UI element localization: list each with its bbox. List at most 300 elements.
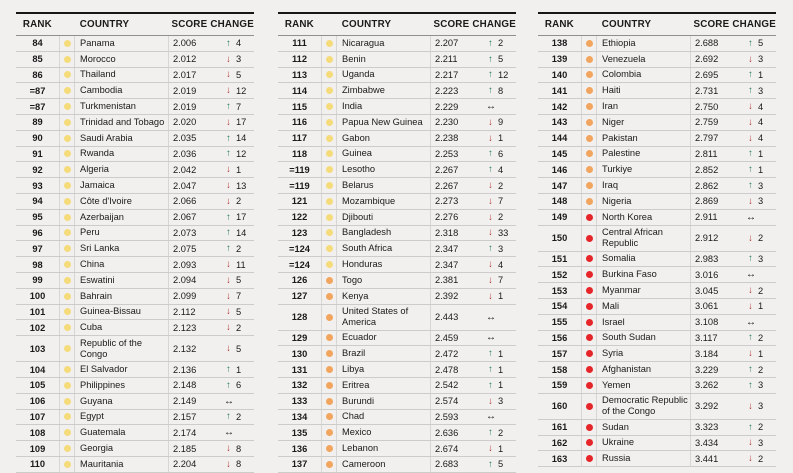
dot-cell bbox=[59, 178, 75, 193]
peace-level-dot-icon bbox=[586, 103, 593, 110]
peace-level-dot-icon bbox=[326, 382, 333, 389]
score-cell: 3.184 bbox=[690, 346, 733, 361]
change-delta: 3 bbox=[758, 54, 764, 65]
table-row bbox=[278, 68, 516, 84]
dot-cell bbox=[59, 194, 75, 209]
dot-cell bbox=[321, 346, 337, 361]
table-row bbox=[538, 36, 776, 52]
up-arrow-icon: ↑ bbox=[488, 458, 493, 470]
country-cell: Cuba bbox=[80, 322, 103, 333]
country-cell: South Africa bbox=[342, 243, 393, 254]
score-cell: 3.262 bbox=[690, 378, 733, 393]
dot-cell bbox=[581, 68, 597, 83]
peace-level-dot-icon bbox=[64, 382, 71, 389]
table-row bbox=[278, 346, 516, 362]
change-cell bbox=[211, 117, 254, 128]
change-cell bbox=[211, 427, 254, 438]
change-cell bbox=[211, 69, 254, 80]
score-cell: 2.019 bbox=[168, 83, 211, 98]
table-row bbox=[16, 273, 254, 289]
down-arrow-icon: ↓ bbox=[488, 290, 493, 302]
dot-cell bbox=[59, 378, 75, 393]
score-cell: 2.123 bbox=[168, 320, 211, 335]
change-delta: 9 bbox=[498, 117, 504, 128]
score-cell: 2.067 bbox=[168, 210, 211, 225]
country-cell: Togo bbox=[342, 274, 363, 285]
table-row bbox=[538, 131, 776, 147]
rank-cell: 110 bbox=[30, 459, 45, 470]
down-arrow-icon: ↓ bbox=[226, 458, 231, 470]
peace-level-dot-icon bbox=[64, 198, 71, 205]
peace-level-dot-icon bbox=[64, 245, 71, 252]
score-cell: 2.472 bbox=[430, 346, 473, 361]
change-delta: 2 bbox=[758, 453, 764, 464]
rank-cell: 99 bbox=[32, 275, 43, 286]
country-cell: Belarus bbox=[342, 180, 374, 191]
dot-cell bbox=[59, 162, 75, 177]
peace-level-dot-icon bbox=[64, 119, 71, 126]
up-arrow-icon: ↑ bbox=[226, 364, 231, 376]
dot-cell bbox=[321, 68, 337, 83]
rank-cell: 133 bbox=[291, 396, 308, 407]
change-cell bbox=[733, 164, 776, 175]
change-cell bbox=[211, 38, 254, 49]
table-row bbox=[538, 420, 776, 436]
rank-cell: 134 bbox=[291, 411, 308, 422]
change-delta: 3 bbox=[236, 54, 242, 65]
change-delta: 5 bbox=[236, 343, 242, 354]
country-cell: Venezuela bbox=[602, 53, 646, 64]
country-cell: Panama bbox=[80, 37, 115, 48]
peace-level-dot-icon bbox=[586, 403, 593, 410]
down-arrow-icon: ↓ bbox=[226, 53, 231, 65]
table-row bbox=[538, 162, 776, 178]
peace-level-dot-icon bbox=[64, 150, 71, 157]
peace-level-dot-icon bbox=[586, 350, 593, 357]
change-delta: 17 bbox=[236, 117, 247, 128]
table-header bbox=[278, 14, 516, 36]
rank-header: RANK bbox=[544, 19, 574, 30]
country-cell: Egypt bbox=[80, 411, 104, 422]
dot-cell bbox=[59, 99, 75, 114]
score-cell: 2.852 bbox=[690, 162, 733, 177]
rank-cell: 86 bbox=[32, 69, 43, 80]
score-header: SCORE bbox=[693, 19, 730, 30]
rank-cell: 154 bbox=[551, 301, 568, 312]
change-cell bbox=[473, 180, 516, 191]
down-arrow-icon: ↓ bbox=[488, 180, 493, 192]
dot-cell bbox=[321, 378, 337, 393]
dot-cell bbox=[59, 457, 75, 472]
dot-cell bbox=[581, 394, 597, 419]
peace-level-dot-icon bbox=[326, 229, 333, 236]
up-arrow-icon: ↑ bbox=[488, 53, 493, 65]
table-row bbox=[278, 457, 516, 473]
peace-level-dot-icon bbox=[326, 398, 333, 405]
peace-level-dot-icon bbox=[64, 40, 71, 47]
rank-cell: 93 bbox=[32, 180, 43, 191]
rank-cell: 90 bbox=[32, 133, 43, 144]
score-cell: 2.253 bbox=[430, 147, 473, 162]
score-cell: 2.542 bbox=[430, 378, 473, 393]
peace-level-dot-icon bbox=[64, 229, 71, 236]
country-cell: Somalia bbox=[602, 253, 636, 264]
change-delta: 1 bbox=[236, 364, 242, 375]
rank-cell: 105 bbox=[29, 380, 46, 391]
score-cell: 2.731 bbox=[690, 83, 733, 98]
change-cell bbox=[211, 411, 254, 422]
dot-cell bbox=[321, 162, 337, 177]
country-cell: Colombia bbox=[602, 69, 642, 80]
rank-cell: 136 bbox=[291, 443, 308, 454]
country-cell: Iraq bbox=[602, 180, 619, 191]
change-cell bbox=[211, 164, 254, 175]
rank-cell: 103 bbox=[29, 343, 46, 354]
change-cell bbox=[733, 437, 776, 448]
country-cell: Bahrain bbox=[80, 290, 113, 301]
rank-cell: 113 bbox=[292, 69, 307, 80]
change-cell bbox=[473, 133, 516, 144]
country-cell: Nicaragua bbox=[342, 37, 385, 48]
change-cell bbox=[473, 164, 516, 175]
peace-level-dot-icon bbox=[64, 345, 71, 352]
table-body bbox=[278, 36, 516, 473]
dot-cell bbox=[581, 99, 597, 114]
dot-cell bbox=[581, 451, 597, 466]
up-arrow-icon: ↑ bbox=[488, 69, 493, 81]
change-cell bbox=[733, 180, 776, 191]
score-cell: 2.811 bbox=[690, 147, 733, 162]
table-row bbox=[538, 178, 776, 194]
country-cell: Ethiopia bbox=[602, 37, 636, 48]
change-cell bbox=[733, 54, 776, 65]
dot-cell bbox=[59, 36, 75, 51]
table-row bbox=[16, 99, 254, 115]
dot-cell bbox=[59, 226, 75, 241]
country-cell: Iran bbox=[602, 101, 619, 112]
change-header: CHANGE bbox=[472, 19, 516, 30]
score-cell: 2.136 bbox=[168, 362, 211, 377]
change-delta: 2 bbox=[758, 332, 764, 343]
country-cell: Kenya bbox=[342, 290, 369, 301]
peace-level-dot-icon bbox=[586, 235, 593, 242]
score-cell: 3.323 bbox=[690, 420, 733, 435]
score-cell: 2.674 bbox=[430, 441, 473, 456]
up-arrow-icon: ↑ bbox=[488, 148, 493, 160]
change-cell bbox=[211, 85, 254, 96]
table-row bbox=[278, 147, 516, 163]
country-cell: Benin bbox=[342, 53, 366, 64]
change-delta: 14 bbox=[236, 227, 247, 238]
country-cell: Lebanon bbox=[342, 443, 379, 454]
table-row bbox=[16, 226, 254, 242]
change-delta: 12 bbox=[498, 69, 509, 80]
country-cell: United States of America bbox=[342, 306, 409, 328]
change-delta: 1 bbox=[758, 348, 764, 359]
peace-level-dot-icon bbox=[64, 103, 71, 110]
table-row bbox=[538, 283, 776, 299]
rank-cell: 153 bbox=[551, 285, 568, 296]
dot-cell bbox=[581, 52, 597, 67]
up-arrow-icon: ↑ bbox=[748, 421, 753, 433]
table-row bbox=[278, 83, 516, 99]
down-arrow-icon: ↓ bbox=[488, 274, 493, 286]
dot-cell bbox=[321, 257, 337, 272]
rank-cell: 151 bbox=[551, 253, 568, 264]
change-cell bbox=[733, 332, 776, 343]
peace-level-dot-icon bbox=[64, 214, 71, 221]
change-cell bbox=[733, 233, 776, 244]
change-cell bbox=[473, 275, 516, 286]
rank-cell: 127 bbox=[291, 291, 308, 302]
change-cell bbox=[473, 380, 516, 391]
country-cell: Guatemala bbox=[80, 427, 126, 438]
rank-cell: 97 bbox=[32, 243, 43, 254]
score-cell: 3.108 bbox=[690, 315, 733, 330]
change-cell bbox=[211, 291, 254, 302]
dot-cell bbox=[581, 267, 597, 282]
country-cell: Cameroon bbox=[342, 458, 386, 469]
peace-level-dot-icon bbox=[586, 135, 593, 142]
up-arrow-icon: ↑ bbox=[488, 243, 493, 255]
rank-cell: 148 bbox=[551, 196, 568, 207]
peace-level-dot-icon bbox=[64, 261, 71, 268]
rank-cell: 157 bbox=[551, 348, 568, 359]
peace-level-dot-icon bbox=[586, 382, 593, 389]
down-arrow-icon: ↓ bbox=[488, 195, 493, 207]
rank-cell: 102 bbox=[29, 322, 46, 333]
country-cell: Guyana bbox=[80, 395, 113, 406]
change-delta: 1 bbox=[498, 380, 504, 391]
dot-cell bbox=[321, 425, 337, 440]
peace-level-dot-icon bbox=[586, 455, 593, 462]
dot-cell bbox=[581, 299, 597, 314]
country-cell: North Korea bbox=[602, 211, 653, 222]
country-cell: Djibouti bbox=[342, 211, 374, 222]
change-delta: 1 bbox=[758, 69, 764, 80]
change-delta: 8 bbox=[236, 459, 242, 470]
dot-cell bbox=[59, 131, 75, 146]
table-row bbox=[278, 241, 516, 257]
change-delta: 2 bbox=[236, 411, 242, 422]
change-cell bbox=[211, 343, 254, 354]
up-arrow-icon: ↑ bbox=[488, 364, 493, 376]
country-cell: Ukraine bbox=[602, 437, 635, 448]
table-row bbox=[16, 115, 254, 131]
change-cell bbox=[211, 101, 254, 112]
change-delta: 2 bbox=[498, 212, 504, 223]
up-arrow-icon: ↑ bbox=[488, 427, 493, 439]
change-delta: 5 bbox=[236, 69, 242, 80]
table-row bbox=[278, 226, 516, 242]
change-cell bbox=[733, 401, 776, 412]
table-row bbox=[538, 436, 776, 452]
change-delta: 8 bbox=[498, 85, 504, 96]
change-delta: 11 bbox=[236, 259, 246, 270]
dot-cell bbox=[581, 178, 597, 193]
up-arrow-icon: ↑ bbox=[748, 164, 753, 176]
change-delta: 2 bbox=[236, 243, 242, 254]
peace-level-dot-icon bbox=[64, 445, 71, 452]
dot-cell bbox=[321, 226, 337, 241]
country-cell: Turkiye bbox=[602, 164, 633, 175]
country-cell: Uganda bbox=[342, 69, 375, 80]
dot-cell bbox=[581, 378, 597, 393]
change-cell bbox=[473, 243, 516, 254]
country-cell: Sudan bbox=[602, 421, 629, 432]
change-cell bbox=[473, 364, 516, 375]
country-header: COUNTRY bbox=[341, 19, 392, 30]
country-cell: Brazil bbox=[342, 348, 366, 359]
change-delta: 1 bbox=[498, 443, 504, 454]
score-cell: 2.759 bbox=[690, 115, 733, 130]
change-cell bbox=[473, 427, 516, 438]
change-cell bbox=[733, 269, 776, 280]
down-arrow-icon: ↓ bbox=[488, 211, 493, 223]
country-cell: Saudi Arabia bbox=[80, 132, 133, 143]
steady-arrow-icon: ↔ bbox=[486, 411, 495, 423]
rank-cell: =119 bbox=[289, 180, 310, 191]
dot-cell bbox=[581, 420, 597, 435]
peace-level-dot-icon bbox=[586, 334, 593, 341]
table-row bbox=[16, 410, 254, 426]
change-delta: 3 bbox=[498, 396, 504, 407]
up-arrow-icon: ↑ bbox=[226, 411, 231, 423]
table-row bbox=[16, 457, 254, 473]
peace-level-dot-icon bbox=[326, 314, 333, 321]
table-row bbox=[16, 52, 254, 68]
country-cell: Algeria bbox=[80, 164, 109, 175]
change-delta: 5 bbox=[498, 459, 504, 470]
table-row bbox=[538, 194, 776, 210]
rank-cell: =87 bbox=[29, 85, 46, 96]
rank-cell: 91 bbox=[32, 148, 43, 159]
dot-cell bbox=[321, 273, 337, 288]
table-row bbox=[278, 210, 516, 226]
peace-level-dot-icon bbox=[586, 366, 593, 373]
table-row bbox=[16, 194, 254, 210]
change-delta: 2 bbox=[498, 38, 504, 49]
peace-level-dot-icon bbox=[326, 103, 333, 110]
up-arrow-icon: ↑ bbox=[226, 379, 231, 391]
table-row bbox=[538, 210, 776, 226]
change-delta: 17 bbox=[236, 212, 247, 223]
up-arrow-icon: ↑ bbox=[748, 364, 753, 376]
peace-level-dot-icon bbox=[64, 429, 71, 436]
up-arrow-icon: ↑ bbox=[488, 37, 493, 49]
up-arrow-icon: ↑ bbox=[488, 379, 493, 391]
score-cell: 3.117 bbox=[690, 331, 733, 346]
change-cell bbox=[733, 317, 776, 328]
change-delta: 1 bbox=[758, 164, 764, 175]
score-cell: 2.204 bbox=[168, 457, 211, 472]
table-row bbox=[16, 441, 254, 457]
dot-cell bbox=[581, 331, 597, 346]
score-cell: 3.434 bbox=[690, 436, 733, 451]
score-cell: 2.019 bbox=[168, 99, 211, 114]
rank-cell: 106 bbox=[29, 396, 46, 407]
peace-level-dot-icon bbox=[586, 56, 593, 63]
dot-cell bbox=[581, 252, 597, 267]
change-delta: 3 bbox=[758, 180, 764, 191]
up-arrow-icon: ↑ bbox=[748, 85, 753, 97]
peace-level-dot-icon bbox=[326, 366, 333, 373]
dot-cell bbox=[59, 241, 75, 256]
dot-cell bbox=[59, 441, 75, 456]
down-arrow-icon: ↓ bbox=[748, 195, 753, 207]
ranking-table-1 bbox=[16, 12, 254, 473]
score-cell: 2.073 bbox=[168, 226, 211, 241]
change-cell bbox=[211, 243, 254, 254]
country-cell: Azerbaijan bbox=[80, 211, 124, 222]
down-arrow-icon: ↓ bbox=[226, 69, 231, 81]
peace-level-dot-icon bbox=[586, 439, 593, 446]
country-cell: Papua New Guinea bbox=[342, 116, 423, 127]
dot-cell bbox=[321, 362, 337, 377]
score-cell: 2.318 bbox=[430, 226, 473, 241]
change-delta: 2 bbox=[236, 196, 242, 207]
change-delta: 14 bbox=[236, 133, 247, 144]
score-header: SCORE bbox=[433, 19, 470, 30]
country-cell: Israel bbox=[602, 316, 625, 327]
change-delta: 1 bbox=[236, 164, 242, 175]
peace-level-dot-icon bbox=[586, 319, 593, 326]
rank-cell: 162 bbox=[551, 437, 568, 448]
score-cell: 2.075 bbox=[168, 241, 211, 256]
change-cell bbox=[211, 364, 254, 375]
dot-cell bbox=[59, 320, 75, 335]
rank-cell: 159 bbox=[551, 380, 568, 391]
country-cell: Democratic Republic of the Congo bbox=[602, 395, 688, 417]
down-arrow-icon: ↓ bbox=[748, 101, 753, 113]
change-cell bbox=[733, 285, 776, 296]
dot-cell bbox=[59, 52, 75, 67]
steady-arrow-icon: ↔ bbox=[224, 427, 233, 439]
table-row bbox=[538, 83, 776, 99]
up-arrow-icon: ↑ bbox=[748, 332, 753, 344]
rank-cell: 163 bbox=[551, 453, 568, 464]
rank-cell: 118 bbox=[292, 148, 307, 159]
rank-cell: 92 bbox=[32, 164, 43, 175]
up-arrow-icon: ↑ bbox=[748, 180, 753, 192]
peace-level-dot-icon bbox=[64, 135, 71, 142]
change-delta: 3 bbox=[758, 437, 764, 448]
peace-level-dot-icon bbox=[326, 166, 333, 173]
score-cell: 2.459 bbox=[430, 331, 473, 346]
country-cell: Eritrea bbox=[342, 379, 370, 390]
dot-cell bbox=[321, 210, 337, 225]
country-cell: Guinea bbox=[342, 148, 372, 159]
peace-level-dot-icon bbox=[326, 56, 333, 63]
table-row bbox=[16, 425, 254, 441]
change-cell bbox=[733, 253, 776, 264]
change-cell bbox=[473, 227, 516, 238]
up-arrow-icon: ↑ bbox=[488, 164, 493, 176]
change-cell bbox=[211, 133, 254, 144]
score-cell: 2.006 bbox=[168, 36, 211, 51]
change-cell bbox=[733, 196, 776, 207]
dot-cell bbox=[581, 115, 597, 130]
up-arrow-icon: ↑ bbox=[226, 101, 231, 113]
change-cell bbox=[211, 148, 254, 159]
change-delta: 1 bbox=[758, 301, 764, 312]
dot-cell bbox=[59, 257, 75, 272]
rank-cell: 114 bbox=[292, 85, 307, 96]
rank-cell: 155 bbox=[551, 317, 568, 328]
peace-level-dot-icon bbox=[64, 87, 71, 94]
score-cell: 2.267 bbox=[430, 178, 473, 193]
dot-cell bbox=[321, 36, 337, 51]
